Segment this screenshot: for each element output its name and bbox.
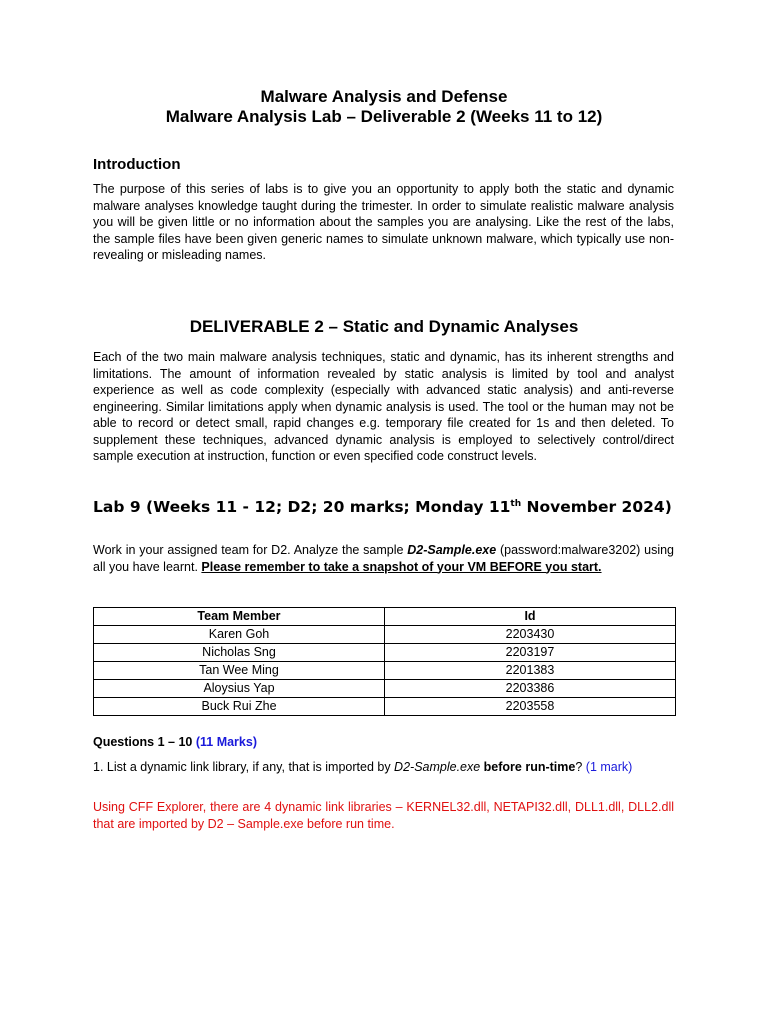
work-prefix: Work in your assigned team for D2. Analyze the sample <box>93 543 408 557</box>
q1-marks: (1 mark) <box>585 760 633 774</box>
sample-name: D2-Sample.exe <box>407 543 497 557</box>
q1-bold: before run-time <box>480 760 576 774</box>
table-row <box>94 698 676 716</box>
lab-title: Malware Analysis Lab – Deliverable 2 (Weeks 11 to 12) <box>165 107 603 126</box>
lab-heading-sup: th <box>510 498 522 509</box>
course-title: Malware Analysis and Defense <box>260 87 508 106</box>
introduction-text: The purpose of this series of labs is to give you an opportunity to apply both the static and dynamic malware analyses knowledge taught during the trimester. In order to simulate realistic malware analysis you will be given little or no information about the samples you are analysing. Like the rest of the labs, the sample files have been given generic names to simulate unknown malware, which typically use non-revealing or misleading names. <box>93 182 674 262</box>
deliverable-text: Each of the two main malware analysis techniques, static and dynamic, has its inherent strengths and limitations. The amount of information revealed by static analysis is limited by tool and analyst experience as well as code complexity (especially with advanced static analysis) and anti-reverse engineering. Similar limitations apply when dynamic analysis is used. The tool or the human may not be able to record or detect small, rapid changes e.g. temporary file created for 1s and then deleted. To supplement these techniques, advanced dynamic analysis is employed to selectively control/direct sample execution at instruction, function or even specified code construct levels. <box>93 350 674 463</box>
question-1 <box>93 759 674 776</box>
q1-answer: Using CFF Explorer, there are 4 dynamic link libraries – KERNEL32.dll, NETAPI32.dll, DLL1.dll, DLL2.dll that are imported by D2 – Sample.exe before run time. <box>93 800 674 831</box>
member-id: 2201383 <box>385 662 676 680</box>
deliverable-heading: DELIVERABLE 2 – Static and Dynamic Analyses <box>189 317 579 336</box>
q1-prefix: 1. List a dynamic link library, if any, that is imported by <box>93 760 395 774</box>
questions-marks: (11 Marks) <box>195 735 257 749</box>
member-name: Nicholas Sng <box>94 644 385 662</box>
lab-heading-main: Lab 9 (Weeks 11 - 12; D2; 20 marks; Monday 11 <box>93 498 511 516</box>
table-row <box>94 680 676 698</box>
member-id: 2203558 <box>385 698 676 716</box>
lab-heading <box>93 498 672 516</box>
column-header-member: Team Member <box>94 608 385 626</box>
member-id: 2203197 <box>385 644 676 662</box>
work-instructions <box>93 542 674 575</box>
table-row <box>94 626 676 644</box>
snapshot-note: Please remember to take a snapshot of your VM BEFORE you start. <box>201 559 602 574</box>
work-middle: (password:malware3202) using all you have learnt. <box>93 543 674 574</box>
member-id: 2203386 <box>385 680 676 698</box>
member-id: 2203430 <box>385 626 676 644</box>
questions-heading <box>93 735 257 749</box>
team-table <box>93 607 676 716</box>
table-row <box>94 662 676 680</box>
team-table-header <box>94 608 676 626</box>
member-name: Buck Rui Zhe <box>94 698 385 716</box>
member-name: Aloysius Yap <box>94 680 385 698</box>
column-header-id: Id <box>385 608 676 626</box>
table-row <box>94 644 676 662</box>
lab-heading-end: November 2024) <box>521 498 672 516</box>
q1-suffix: ? <box>575 760 583 774</box>
questions-heading-text: Questions 1 – 10 <box>93 735 193 749</box>
member-name: Karen Goh <box>94 626 385 644</box>
q1-sample: D2-Sample.exe <box>394 760 481 774</box>
member-name: Tan Wee Ming <box>94 662 385 680</box>
introduction-heading: Introduction <box>93 156 181 173</box>
